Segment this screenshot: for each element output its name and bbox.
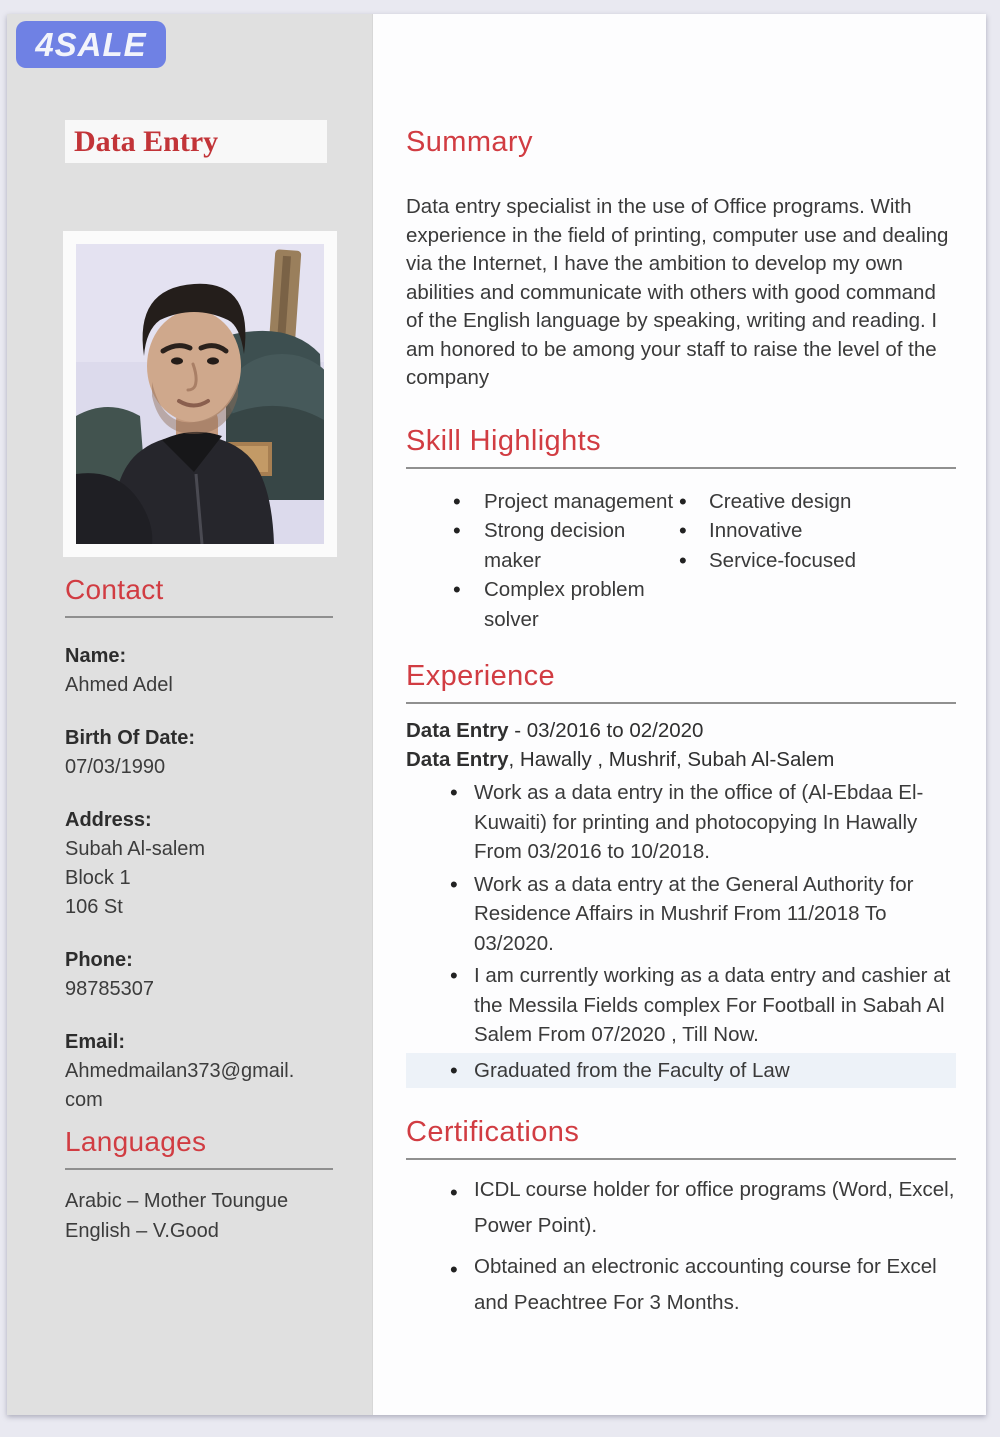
experience-item-highlighted: • Graduated from the Faculty of Law (406, 1053, 956, 1089)
certification-item: • ICDL course holder for office programs (Word, Excel, Power Point). (406, 1172, 956, 1244)
skills-section (406, 425, 956, 635)
certification-item: • Obtained an electronic accounting course for Excel and Peachtree For 3 Months. (406, 1249, 956, 1321)
language-item: Arabic – Mother Toungue (65, 1190, 289, 1212)
section-divider (65, 616, 333, 618)
section-divider (406, 702, 956, 704)
section-divider (65, 1168, 333, 1170)
section-divider (406, 467, 956, 469)
job-subtitle-line (406, 745, 956, 774)
address-line: Subah Al-salem (65, 838, 206, 860)
contact-name (65, 642, 357, 700)
skills-heading: Skill Highlights (406, 424, 601, 457)
skill-item: • Service-focused (679, 546, 856, 576)
skills-list-right (679, 487, 856, 635)
skill-item: • Complex problem solver (406, 575, 679, 634)
phone-value: 98785307 (65, 978, 154, 1000)
section-divider (406, 1158, 956, 1160)
document-page (7, 14, 986, 1415)
contact-heading: Contact (65, 574, 164, 605)
email-value: Ahmedmailan373@gmail.com (65, 1060, 295, 1111)
name-label: Name: (65, 645, 127, 667)
birthdate-label: Birth Of Date: (65, 727, 195, 749)
contact-section (65, 574, 357, 1115)
experience-item: • Work as a data entry in the office of (Al-Ebdaa El-Kuwaiti) for printing and photocopying In Hawally From 03/2016 to 10/2018. (406, 778, 956, 867)
certifications-section (406, 1116, 956, 1321)
experience-list (406, 778, 956, 1088)
address-line: 106 St (65, 896, 123, 918)
contact-birthdate (65, 724, 357, 782)
email-label: Email: (65, 1031, 126, 1053)
job-title-line (406, 716, 956, 745)
job-locations: , Hawally , Mushrif, Subah Al-Salem (508, 748, 835, 771)
job-role: Data Entry (406, 748, 509, 771)
skills-list-left (406, 487, 679, 635)
birthdate-value: 07/03/1990 (65, 756, 166, 778)
contact-phone (65, 946, 357, 1004)
skill-item: • Innovative (679, 516, 856, 546)
languages-heading: Languages (65, 1126, 207, 1157)
skill-item: • Strong decision maker (406, 516, 679, 575)
experience-heading: Experience (406, 660, 556, 692)
main-content (373, 14, 986, 1415)
contact-address (65, 806, 357, 922)
summary-heading: Summary (406, 126, 533, 158)
experience-item: • Work as a data entry at the General Authority for Residence Affairs in Mushrif From 11/2018 To 03/2020. (406, 870, 956, 959)
job-dates: - 03/2016 to 02/2020 (508, 719, 704, 742)
summary-text: Data entry specialist in the use of Office programs. With experience in the field of printing, computer use and dealing via the Internet, I have the ambition to develop my own abilities and communicate with others with good command of the English language by speaking, writing and reading. I am honored to be among your staff to raise the level of the company (406, 195, 949, 389)
experience-section (406, 660, 956, 1088)
profile-photo (63, 231, 337, 557)
contact-email (65, 1028, 357, 1115)
job-title: Data Entry (406, 719, 509, 742)
experience-item: • I am currently working as a data entry and cashier at the Messila Fields complex For Football in Sabah Al Salem From 07/2020 , Till Now. (406, 961, 956, 1050)
skill-item: • Creative design (679, 487, 856, 517)
summary-section (406, 126, 956, 393)
portrait-illustration (76, 244, 324, 544)
name-value: Ahmed Adel (65, 674, 173, 696)
phone-label: Phone: (65, 949, 133, 971)
4sale-logo-text: 4SALE (35, 25, 147, 63)
skill-item: • Project management (406, 487, 679, 517)
certifications-list (406, 1172, 956, 1321)
sidebar (7, 14, 373, 1415)
languages-section (65, 1126, 357, 1246)
address-label: Address: (65, 809, 152, 831)
4sale-logo (16, 21, 166, 68)
resume-title: Data Entry (65, 120, 327, 163)
certifications-heading: Certifications (406, 1116, 580, 1148)
language-item: English – V.Good (65, 1220, 219, 1242)
address-line: Block 1 (65, 867, 131, 889)
